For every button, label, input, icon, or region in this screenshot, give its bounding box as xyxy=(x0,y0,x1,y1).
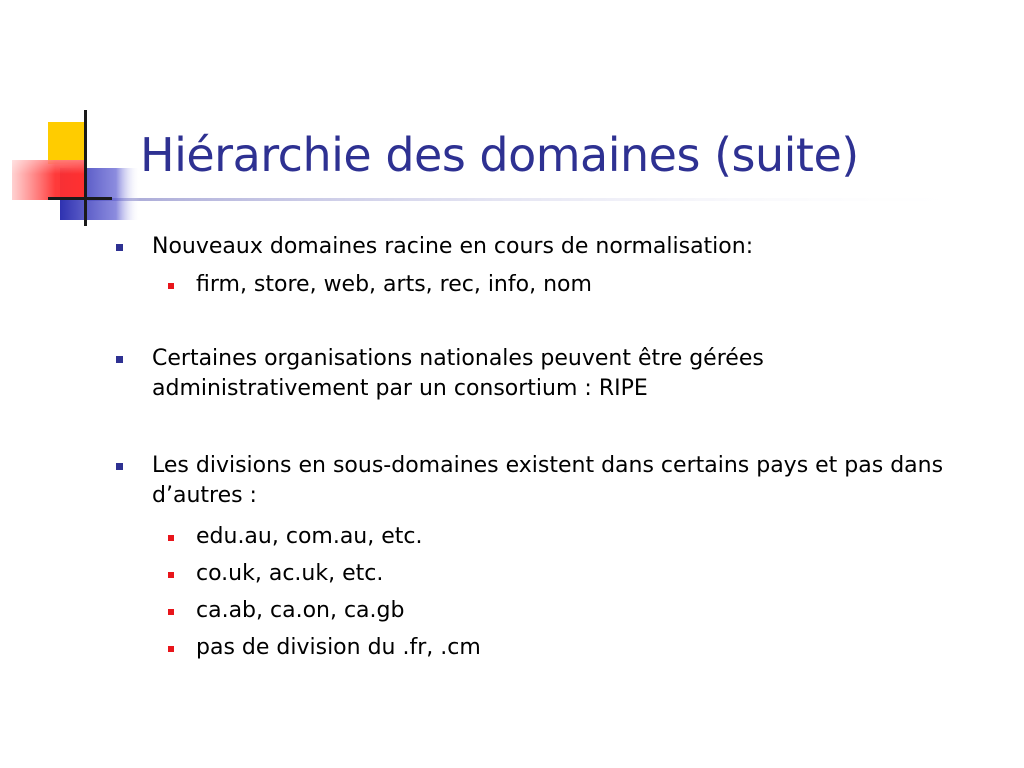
logo-horizontal-line xyxy=(48,197,112,200)
list-item: pas de division du .fr, .cm xyxy=(196,635,481,660)
bullet-marker xyxy=(116,356,123,363)
logo-yellow-square xyxy=(48,122,86,164)
logo-red-block xyxy=(12,160,84,200)
list-item: Certaines organisations nationales peuvent être gérées administrativement par un consortium : RIPE xyxy=(152,346,764,401)
list-item: firm, store, web, arts, rec, info, nom xyxy=(196,272,592,297)
sub-bullet-marker xyxy=(168,572,174,578)
sub-bullet-marker xyxy=(168,283,174,289)
logo-vertical-line xyxy=(84,110,87,226)
bullet-marker xyxy=(116,244,123,251)
list-item: ca.ab, ca.on, ca.gb xyxy=(196,598,405,623)
list-item: Les divisions en sous-domaines existent dans certains pays et pas dans d’autres : xyxy=(152,453,944,508)
list-item: Nouveaux domaines racine en cours de normalisation: xyxy=(152,234,754,259)
slide-decoration-logo xyxy=(0,0,1024,240)
list-item: edu.au, com.au, etc. xyxy=(196,524,423,549)
bullet-marker xyxy=(116,463,123,470)
sub-bullet-marker xyxy=(168,609,174,615)
slide-title: Hiérarchie des domaines (suite) xyxy=(140,128,859,182)
title-underline xyxy=(88,198,988,201)
logo-blue-square xyxy=(60,168,140,220)
sub-bullet-marker xyxy=(168,535,174,541)
list-item: co.uk, ac.uk, etc. xyxy=(196,561,384,586)
sub-bullet-marker xyxy=(168,646,174,652)
